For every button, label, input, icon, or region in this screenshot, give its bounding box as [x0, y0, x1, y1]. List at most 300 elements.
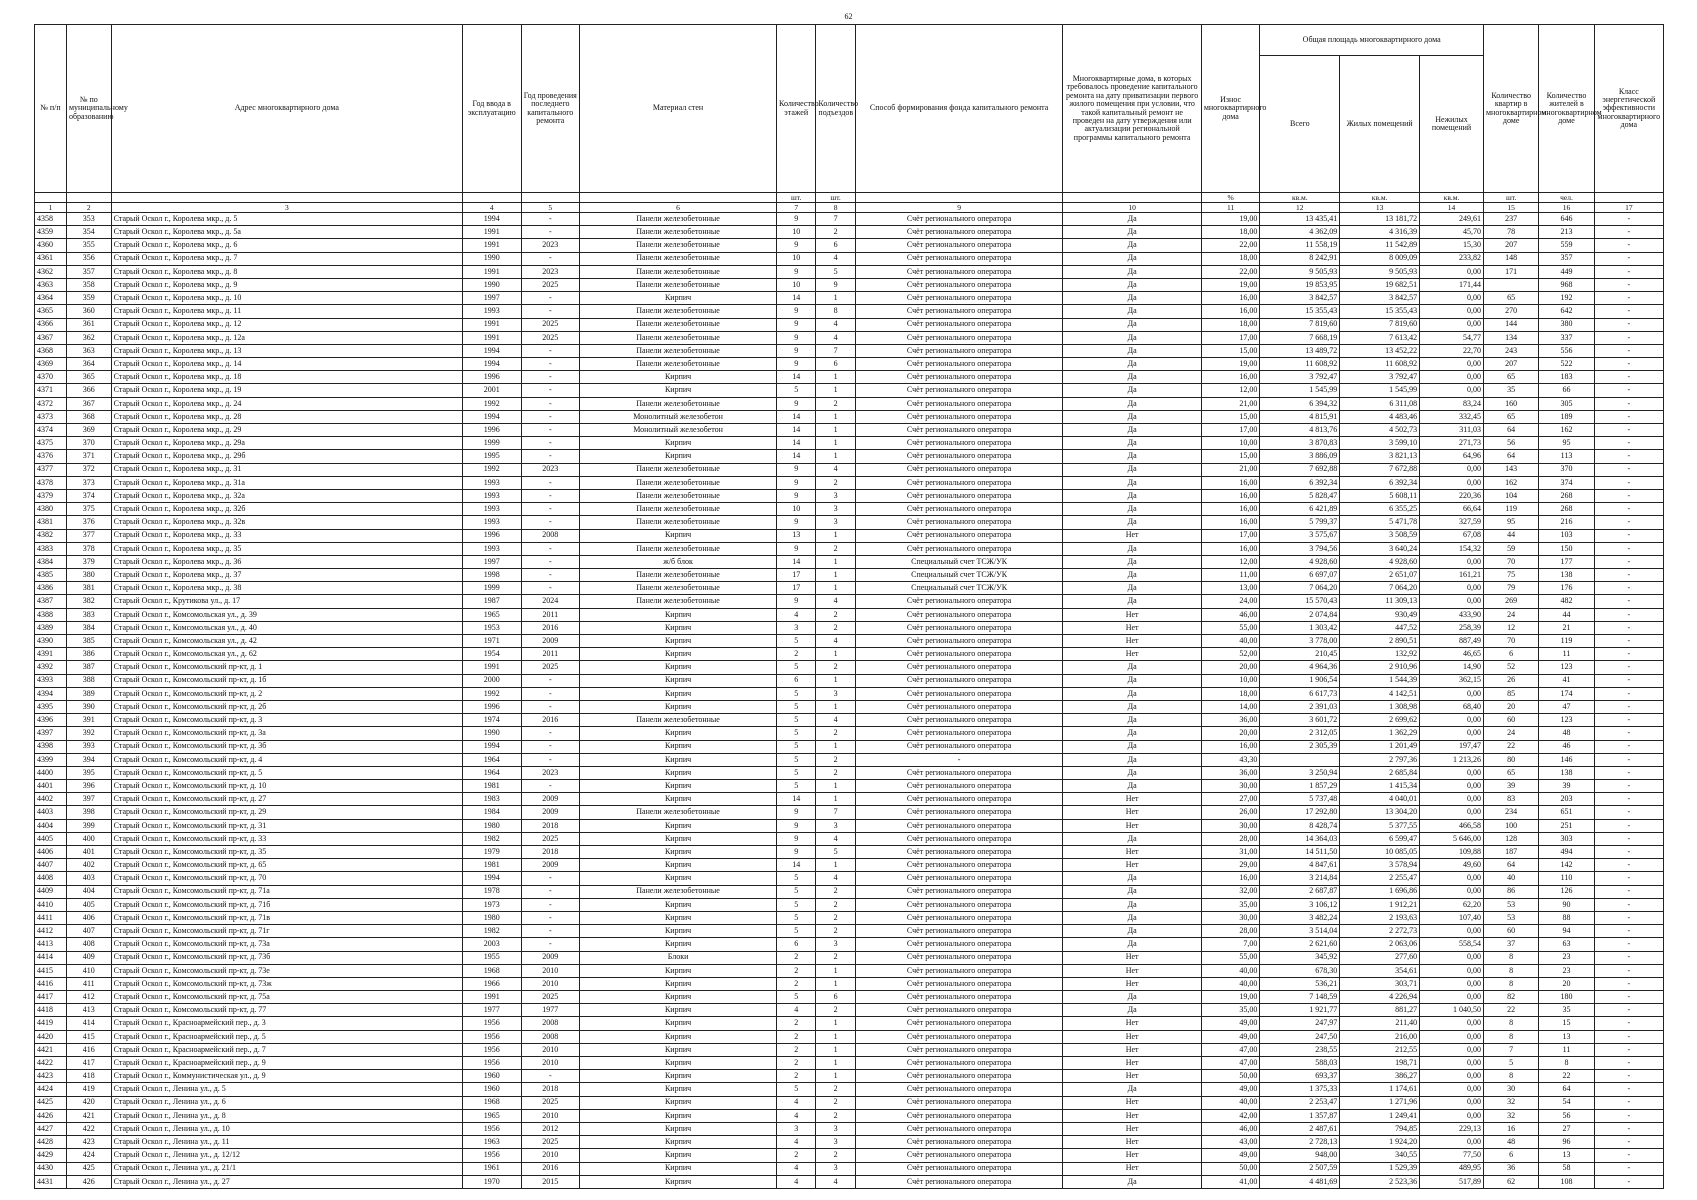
- area-total-cell: 3 601,72: [1260, 714, 1340, 727]
- area-total-cell: 247,97: [1260, 1017, 1340, 1030]
- row-number-cell: 4419: [35, 1017, 67, 1030]
- municipal-number-cell: 384: [66, 621, 111, 634]
- address-cell: Старый Оскол г., Комсомольский пр-кт, д. 77: [111, 1004, 462, 1017]
- address-cell: Старый Оскол г., Королева мкр., д. 5: [111, 213, 462, 226]
- table-row: [35, 608, 1664, 621]
- residents-count-cell: 123: [1539, 661, 1594, 674]
- row-number-cell: 4390: [35, 635, 67, 648]
- year-built-cell: 1990: [462, 252, 521, 265]
- year-built-cell: 1993: [462, 516, 521, 529]
- residents-count-cell: 251: [1539, 819, 1594, 832]
- table-row: [35, 727, 1664, 740]
- floors-cell: 6: [777, 938, 816, 951]
- area-total-cell: 2 507,59: [1260, 1162, 1340, 1175]
- row-number-cell: 4380: [35, 503, 67, 516]
- municipal-number-cell: 408: [66, 938, 111, 951]
- wear-percent-cell: 17,00: [1201, 424, 1260, 437]
- floors-cell: 5: [777, 780, 816, 793]
- residents-count-cell: 123: [1539, 714, 1594, 727]
- area-living-cell: 7 672,88: [1340, 463, 1420, 476]
- residents-count-cell: 113: [1539, 450, 1594, 463]
- area-nonliving-cell: 22,70: [1420, 344, 1484, 357]
- area-total-cell: 8 242,91: [1260, 252, 1340, 265]
- area-total-cell: 2 074,84: [1260, 608, 1340, 621]
- flats-count-cell: 32: [1483, 1096, 1538, 1109]
- wall-material-cell: Панели железобетонные: [580, 239, 777, 252]
- row-number-cell: 4359: [35, 226, 67, 239]
- table-row: [35, 859, 1664, 872]
- municipal-number-cell: 399: [66, 819, 111, 832]
- table-row: [35, 872, 1664, 885]
- year-repair-cell: 2015: [521, 1175, 580, 1188]
- residents-count-cell: 559: [1539, 239, 1594, 252]
- year-built-cell: 2003: [462, 938, 521, 951]
- address-cell: Старый Оскол г., Королева мкр., д. 12: [111, 318, 462, 331]
- residents-count-cell: 183: [1539, 371, 1594, 384]
- fund-method-cell: Счёт регионального оператора: [855, 977, 1063, 990]
- row-number-cell: 4387: [35, 595, 67, 608]
- privatization-flag-cell: Да: [1063, 476, 1201, 489]
- header-year-built: Год ввода в эксплуатацию: [462, 25, 521, 193]
- residents-count-cell: 35: [1539, 1004, 1594, 1017]
- energy-class-cell: -: [1594, 463, 1663, 476]
- privatization-flag-cell: Да: [1063, 832, 1201, 845]
- energy-class-cell: -: [1594, 1043, 1663, 1056]
- entrances-cell: 1: [816, 780, 855, 793]
- energy-class-cell: -: [1594, 239, 1663, 252]
- privatization-flag-cell: Нет: [1063, 635, 1201, 648]
- residents-count-cell: 22: [1539, 1070, 1594, 1083]
- column-number-cell: 13: [1340, 203, 1420, 213]
- flats-count-cell: 65: [1483, 766, 1538, 779]
- energy-class-cell: -: [1594, 1004, 1663, 1017]
- flats-count-cell: 144: [1483, 318, 1538, 331]
- fund-method-cell: Счёт регионального оператора: [855, 1109, 1063, 1122]
- wall-material-cell: Кирпич: [580, 437, 777, 450]
- flats-count-cell: 30: [1483, 1083, 1538, 1096]
- area-living-cell: 3 508,59: [1340, 529, 1420, 542]
- fund-method-cell: Счёт регионального оператора: [855, 397, 1063, 410]
- wall-material-cell: Кирпич: [580, 938, 777, 951]
- privatization-flag-cell: Нет: [1063, 1043, 1201, 1056]
- year-built-cell: 1994: [462, 872, 521, 885]
- table-row: [35, 964, 1664, 977]
- table-row: [35, 991, 1664, 1004]
- flats-count-cell: 100: [1483, 819, 1538, 832]
- wall-material-cell: Кирпич: [580, 793, 777, 806]
- residents-count-cell: 651: [1539, 806, 1594, 819]
- row-number-cell: 4367: [35, 331, 67, 344]
- energy-class-cell: -: [1594, 1096, 1663, 1109]
- fund-method-cell: Счёт регионального оператора: [855, 476, 1063, 489]
- flats-count-cell: 64: [1483, 859, 1538, 872]
- year-built-cell: 1987: [462, 595, 521, 608]
- wall-material-cell: Кирпич: [580, 766, 777, 779]
- column-number-cell: 9: [855, 203, 1063, 213]
- privatization-flag-cell: Нет: [1063, 1057, 1201, 1070]
- flats-count-cell: 32: [1483, 1109, 1538, 1122]
- floors-cell: 14: [777, 793, 816, 806]
- unit-cell: [521, 193, 580, 203]
- floors-cell: 9: [777, 305, 816, 318]
- row-number-cell: 4375: [35, 437, 67, 450]
- year-repair-cell: -: [521, 727, 580, 740]
- table-row: [35, 740, 1664, 753]
- floors-cell: 3: [777, 1122, 816, 1135]
- wall-material-cell: Панели железобетонные: [580, 476, 777, 489]
- privatization-flag-cell: Нет: [1063, 648, 1201, 661]
- wear-percent-cell: 46,00: [1201, 1122, 1260, 1135]
- table-row: [35, 397, 1664, 410]
- area-total-cell: 7 148,59: [1260, 991, 1340, 1004]
- floors-cell: 10: [777, 503, 816, 516]
- entrances-cell: 1: [816, 569, 855, 582]
- address-cell: Старый Оскол г., Комсомольская ул., д. 42: [111, 635, 462, 648]
- year-repair-cell: -: [521, 437, 580, 450]
- address-cell: Старый Оскол г., Королева мкр., д. 19: [111, 384, 462, 397]
- year-repair-cell: 2016: [521, 1162, 580, 1175]
- energy-class-cell: -: [1594, 371, 1663, 384]
- area-total-cell: 5 828,47: [1260, 489, 1340, 502]
- residents-count-cell: 15: [1539, 1017, 1594, 1030]
- area-total-cell: 3 250,94: [1260, 766, 1340, 779]
- area-living-cell: 4 316,39: [1340, 226, 1420, 239]
- area-total-cell: 1 303,42: [1260, 621, 1340, 634]
- flats-count-cell: 85: [1483, 687, 1538, 700]
- municipal-number-cell: 375: [66, 503, 111, 516]
- area-nonliving-cell: 0,00: [1420, 1070, 1484, 1083]
- fund-method-cell: Счёт регионального оператора: [855, 450, 1063, 463]
- row-number-cell: 4412: [35, 925, 67, 938]
- table-row: [35, 213, 1664, 226]
- municipal-number-cell: 373: [66, 476, 111, 489]
- table-row: [35, 463, 1664, 476]
- year-repair-cell: 2008: [521, 1030, 580, 1043]
- table-row: [35, 542, 1664, 555]
- area-living-cell: 2 797,36: [1340, 753, 1420, 766]
- fund-method-cell: Счёт регионального оператора: [855, 595, 1063, 608]
- table-row: [35, 569, 1664, 582]
- residents-count-cell: 56: [1539, 1109, 1594, 1122]
- table-body: [35, 213, 1664, 1189]
- address-cell: Старый Оскол г., Комсомольская ул., д. 62: [111, 648, 462, 661]
- entrances-cell: 2: [816, 1149, 855, 1162]
- wall-material-cell: Кирпич: [580, 1149, 777, 1162]
- wall-material-cell: Кирпич: [580, 1162, 777, 1175]
- floors-cell: 9: [777, 846, 816, 859]
- entrances-cell: 4: [816, 318, 855, 331]
- flats-count-cell: 70: [1483, 635, 1538, 648]
- flats-count-cell: 56: [1483, 437, 1538, 450]
- row-number-cell: 4389: [35, 621, 67, 634]
- flats-count-cell: 134: [1483, 331, 1538, 344]
- flats-count-cell: 60: [1483, 925, 1538, 938]
- address-cell: Старый Оскол г., Ленина ул., д. 6: [111, 1096, 462, 1109]
- flats-count-cell: 62: [1483, 1175, 1538, 1188]
- residents-count-cell: 44: [1539, 608, 1594, 621]
- header-fund-method: Способ формирования фонда капитального ремонта: [855, 25, 1063, 193]
- wear-percent-cell: 28,00: [1201, 832, 1260, 845]
- page-number: 62: [844, 12, 853, 21]
- flats-count-cell: 119: [1483, 503, 1538, 516]
- address-cell: Старый Оскол г., Ленина ул., д. 12/12: [111, 1149, 462, 1162]
- area-total-cell: 1 906,54: [1260, 674, 1340, 687]
- wear-percent-cell: 49,00: [1201, 1083, 1260, 1096]
- year-repair-cell: 2010: [521, 977, 580, 990]
- flats-count-cell: 8: [1483, 1030, 1538, 1043]
- privatization-flag-cell: Да: [1063, 516, 1201, 529]
- floors-cell: 5: [777, 911, 816, 924]
- fund-method-cell: Счёт регионального оператора: [855, 700, 1063, 713]
- residents-count-cell: 20: [1539, 977, 1594, 990]
- flats-count-cell: 8: [1483, 951, 1538, 964]
- fund-method-cell: Счёт регионального оператора: [855, 780, 1063, 793]
- year-repair-cell: -: [521, 489, 580, 502]
- wall-material-cell: Кирпич: [580, 740, 777, 753]
- wear-percent-cell: 17,00: [1201, 529, 1260, 542]
- unit-cell: [35, 193, 67, 203]
- privatization-flag-cell: Да: [1063, 714, 1201, 727]
- fund-method-cell: -: [855, 753, 1063, 766]
- floors-cell: 2: [777, 964, 816, 977]
- row-number-cell: 4401: [35, 780, 67, 793]
- flats-count-cell: 8: [1483, 964, 1538, 977]
- privatization-flag-cell: Да: [1063, 384, 1201, 397]
- address-cell: Старый Оскол г., Комсомольская ул., д. 40: [111, 621, 462, 634]
- year-repair-cell: 2023: [521, 766, 580, 779]
- wall-material-cell: Кирпич: [580, 621, 777, 634]
- area-total-cell: 4 964,36: [1260, 661, 1340, 674]
- privatization-flag-cell: Нет: [1063, 1096, 1201, 1109]
- year-built-cell: 1963: [462, 1136, 521, 1149]
- floors-cell: 9: [777, 489, 816, 502]
- year-built-cell: 1955: [462, 951, 521, 964]
- table-row: [35, 780, 1664, 793]
- area-living-cell: 7 613,42: [1340, 331, 1420, 344]
- area-total-cell: 7 668,19: [1260, 331, 1340, 344]
- wall-material-cell: Кирпич: [580, 911, 777, 924]
- energy-class-cell: -: [1594, 516, 1663, 529]
- row-number-cell: 4426: [35, 1109, 67, 1122]
- energy-class-cell: -: [1594, 1070, 1663, 1083]
- column-number-cell: 5: [521, 203, 580, 213]
- flats-count-cell: 53: [1483, 898, 1538, 911]
- privatization-flag-cell: Да: [1063, 450, 1201, 463]
- table-row: [35, 437, 1664, 450]
- municipal-number-cell: 395: [66, 766, 111, 779]
- row-number-cell: 4393: [35, 674, 67, 687]
- flats-count-cell: 59: [1483, 542, 1538, 555]
- entrances-cell: 4: [816, 872, 855, 885]
- wear-percent-cell: 36,00: [1201, 766, 1260, 779]
- wall-material-cell: Панели железобетонные: [580, 213, 777, 226]
- address-cell: Старый Оскол г., Комсомольский пр-кт, д. 3: [111, 714, 462, 727]
- table-row: [35, 1136, 1664, 1149]
- wall-material-cell: Панели железобетонные: [580, 344, 777, 357]
- wear-percent-cell: 49,00: [1201, 1149, 1260, 1162]
- entrances-cell: 1: [816, 410, 855, 423]
- floors-cell: 5: [777, 753, 816, 766]
- row-number-cell: 4388: [35, 608, 67, 621]
- area-living-cell: 303,71: [1340, 977, 1420, 990]
- address-cell: Старый Оскол г., Ленина ул., д. 21/1: [111, 1162, 462, 1175]
- entrances-cell: 2: [816, 911, 855, 924]
- privatization-flag-cell: Да: [1063, 727, 1201, 740]
- area-living-cell: 211,40: [1340, 1017, 1420, 1030]
- energy-class-cell: -: [1594, 766, 1663, 779]
- address-cell: Старый Оскол г., Комсомольский пр-кт, д. 5: [111, 766, 462, 779]
- municipal-number-cell: 382: [66, 595, 111, 608]
- privatization-flag-cell: Нет: [1063, 1149, 1201, 1162]
- area-nonliving-cell: 466,58: [1420, 819, 1484, 832]
- wall-material-cell: Панели железобетонные: [580, 503, 777, 516]
- year-built-cell: 1983: [462, 793, 521, 806]
- area-nonliving-cell: 154,32: [1420, 542, 1484, 555]
- entrances-cell: 1: [816, 384, 855, 397]
- address-cell: Старый Оскол г., Комсомольский пр-кт, д. 71б: [111, 898, 462, 911]
- unit-cell: шт.: [816, 193, 855, 203]
- wear-percent-cell: 30,00: [1201, 780, 1260, 793]
- residents-count-cell: 90: [1539, 898, 1594, 911]
- column-numbers-row: [35, 203, 1664, 213]
- table-row: [35, 1122, 1664, 1135]
- table-row: [35, 305, 1664, 318]
- address-cell: Старый Оскол г., Комсомольский пр-кт, д. 75а: [111, 991, 462, 1004]
- year-repair-cell: -: [521, 674, 580, 687]
- floors-cell: 3: [777, 621, 816, 634]
- year-repair-cell: 2009: [521, 951, 580, 964]
- address-cell: Старый Оскол г., Ленина ул., д. 10: [111, 1122, 462, 1135]
- entrances-cell: 4: [816, 832, 855, 845]
- address-cell: Старый Оскол г., Ленина ул., д. 27: [111, 1175, 462, 1188]
- municipal-number-cell: 364: [66, 358, 111, 371]
- privatization-flag-cell: Нет: [1063, 1109, 1201, 1122]
- area-living-cell: 354,61: [1340, 964, 1420, 977]
- privatization-flag-cell: Да: [1063, 239, 1201, 252]
- area-total-cell: 13 435,41: [1260, 213, 1340, 226]
- wall-material-cell: Панели железобетонные: [580, 278, 777, 291]
- flats-count-cell: 39: [1483, 780, 1538, 793]
- energy-class-cell: -: [1594, 846, 1663, 859]
- flats-count-cell: 44: [1483, 529, 1538, 542]
- energy-class-cell: -: [1594, 1162, 1663, 1175]
- fund-method-cell: Счёт регионального оператора: [855, 1070, 1063, 1083]
- floors-cell: 2: [777, 1149, 816, 1162]
- energy-class-cell: -: [1594, 938, 1663, 951]
- residents-count-cell: 268: [1539, 489, 1594, 502]
- wall-material-cell: Кирпич: [580, 925, 777, 938]
- fund-method-cell: Счёт регионального оператора: [855, 1136, 1063, 1149]
- energy-class-cell: -: [1594, 780, 1663, 793]
- municipal-number-cell: 421: [66, 1109, 111, 1122]
- area-nonliving-cell: 233,82: [1420, 252, 1484, 265]
- address-cell: Старый Оскол г., Комсомольский пр-кт, д. 71г: [111, 925, 462, 938]
- table-row: [35, 1057, 1664, 1070]
- header-residents: Количество жителей в многоквартирном доме: [1539, 25, 1594, 193]
- flats-count-cell: 65: [1483, 410, 1538, 423]
- fund-method-cell: Счёт регионального оператора: [855, 766, 1063, 779]
- municipal-number-cell: 383: [66, 608, 111, 621]
- wall-material-cell: Панели железобетонные: [580, 252, 777, 265]
- energy-class-cell: -: [1594, 450, 1663, 463]
- area-nonliving-cell: 171,44: [1420, 278, 1484, 291]
- wear-percent-cell: 29,00: [1201, 859, 1260, 872]
- floors-cell: 5: [777, 740, 816, 753]
- row-number-cell: 4409: [35, 885, 67, 898]
- area-total-cell: 3 514,04: [1260, 925, 1340, 938]
- privatization-flag-cell: Нет: [1063, 1017, 1201, 1030]
- year-repair-cell: -: [521, 938, 580, 951]
- area-nonliving-cell: 332,45: [1420, 410, 1484, 423]
- address-cell: Старый Оскол г., Комсомольский пр-кт, д. 71а: [111, 885, 462, 898]
- year-repair-cell: -: [521, 911, 580, 924]
- wear-percent-cell: 35,00: [1201, 898, 1260, 911]
- floors-cell: 9: [777, 542, 816, 555]
- energy-class-cell: -: [1594, 700, 1663, 713]
- municipal-number-cell: 390: [66, 700, 111, 713]
- year-built-cell: 1996: [462, 424, 521, 437]
- energy-class-cell: -: [1594, 595, 1663, 608]
- row-number-cell: 4399: [35, 753, 67, 766]
- table-row: [35, 793, 1664, 806]
- residents-count-cell: 41: [1539, 674, 1594, 687]
- area-living-cell: 1 308,98: [1340, 700, 1420, 713]
- residents-count-cell: 357: [1539, 252, 1594, 265]
- year-repair-cell: -: [521, 344, 580, 357]
- year-repair-cell: 2025: [521, 1096, 580, 1109]
- fund-method-cell: Счёт регионального оператора: [855, 925, 1063, 938]
- wear-percent-cell: 16,00: [1201, 292, 1260, 305]
- area-total-cell: 8 428,74: [1260, 819, 1340, 832]
- table-row: [35, 977, 1664, 990]
- address-cell: Старый Оскол г., Комсомольский пр-кт, д. 33: [111, 832, 462, 845]
- privatization-flag-cell: Нет: [1063, 819, 1201, 832]
- year-repair-cell: -: [521, 384, 580, 397]
- wear-percent-cell: 19,00: [1201, 991, 1260, 1004]
- municipal-number-cell: 365: [66, 371, 111, 384]
- address-cell: Старый Оскол г., Королева мкр., д. 7: [111, 252, 462, 265]
- residents-count-cell: 180: [1539, 991, 1594, 1004]
- municipal-number-cell: 418: [66, 1070, 111, 1083]
- table-row: [35, 516, 1664, 529]
- area-living-cell: 1 362,29: [1340, 727, 1420, 740]
- year-built-cell: 1982: [462, 925, 521, 938]
- residents-count-cell: 305: [1539, 397, 1594, 410]
- privatization-flag-cell: Да: [1063, 344, 1201, 357]
- flats-count-cell: 7: [1483, 1043, 1538, 1056]
- wear-percent-cell: 11,00: [1201, 569, 1260, 582]
- wall-material-cell: Кирпич: [580, 384, 777, 397]
- privatization-flag-cell: Да: [1063, 687, 1201, 700]
- year-built-cell: 1956: [462, 1122, 521, 1135]
- wear-percent-cell: 20,00: [1201, 727, 1260, 740]
- area-total-cell: 1 357,87: [1260, 1109, 1340, 1122]
- residents-count-cell: 337: [1539, 331, 1594, 344]
- residents-count-cell: 13: [1539, 1149, 1594, 1162]
- flats-count-cell: 80: [1483, 753, 1538, 766]
- entrances-cell: 1: [816, 648, 855, 661]
- fund-method-cell: Счёт регионального оператора: [855, 819, 1063, 832]
- entrances-cell: 1: [816, 1070, 855, 1083]
- area-nonliving-cell: 558,54: [1420, 938, 1484, 951]
- wear-percent-cell: 49,00: [1201, 1017, 1260, 1030]
- entrances-cell: 7: [816, 806, 855, 819]
- area-living-cell: 1 201,49: [1340, 740, 1420, 753]
- privatization-flag-cell: Нет: [1063, 806, 1201, 819]
- wear-percent-cell: 21,00: [1201, 397, 1260, 410]
- entrances-cell: 7: [816, 213, 855, 226]
- area-total-cell: 3 482,24: [1260, 911, 1340, 924]
